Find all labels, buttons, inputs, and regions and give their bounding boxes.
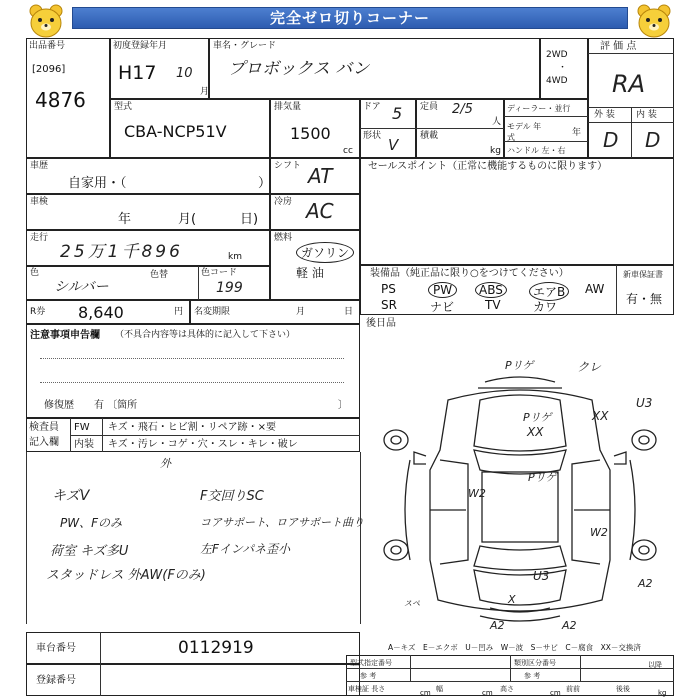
doors-label: ドア — [363, 102, 381, 112]
page-title: 完全ゼロ切りコーナー — [72, 7, 628, 29]
mark-top-2: クレ — [577, 360, 602, 374]
spec-width: 幅 — [436, 685, 443, 693]
mark-hood-2: XX — [527, 425, 544, 439]
notes-label: 注意事項申告欄 — [30, 330, 100, 341]
inspector-fw-items: キズ・飛石・ヒビ割・リペア跡・×要 — [108, 422, 276, 433]
spec-mae: 前前 — [566, 685, 580, 693]
model-label: 型式 — [114, 102, 133, 112]
equip-airbag: エアB — [529, 282, 569, 301]
capacity-value: 2/5 — [452, 102, 473, 117]
inspector-label-1: 検査員 — [29, 422, 59, 433]
inspector-int-items: キズ・汚レ・コゲ・穴・スレ・キレ・破レ — [108, 439, 298, 450]
fuel-label: 燃料 — [274, 233, 293, 243]
mascot-bear-icon-right — [634, 3, 674, 39]
rear-seat-label: 後日品 — [366, 318, 396, 329]
name-change-month: 月 — [296, 307, 306, 317]
mileage-unit: km — [228, 252, 242, 262]
first-reg-year: H17 — [118, 62, 157, 84]
ac-value: AC — [306, 199, 334, 223]
grade-value: RA — [612, 70, 646, 98]
mark-w2-left: W2 — [468, 487, 486, 500]
dealer-model-year: モデル 年式 — [507, 122, 542, 142]
history-value: 自家用・（ — [68, 176, 127, 191]
car-name-value: プロボックス バン — [228, 59, 370, 79]
ac-label: 冷房 — [274, 197, 293, 207]
equip-aw: AW — [585, 282, 605, 296]
spec-r3: 車検証 長さ — [348, 685, 386, 693]
dealer-label: ディーラー・並行 — [507, 104, 571, 113]
mark-xx-right: XX — [592, 409, 609, 423]
spec-height: 高さ — [500, 685, 514, 693]
price-unit: 円 — [174, 307, 184, 317]
hand-line-3b: 左Fインパネ歪小 — [200, 542, 291, 556]
first-reg-label: 初度登録年月 — [113, 41, 168, 51]
dealer-year-unit: 年 — [572, 128, 582, 138]
load-unit: kg — [490, 146, 501, 156]
grade-label: 評 価 点 — [600, 41, 637, 52]
shift-label: シフト — [274, 161, 302, 171]
hand-line-1b: F交回りSC — [200, 489, 264, 504]
color-change-label: 色替 — [150, 270, 169, 280]
name-change-label: 名変期限 — [194, 307, 231, 317]
mark-x: X — [508, 593, 516, 606]
hand-line-2: PW、Fのみ — [60, 516, 123, 530]
drive-4wd: 4WD — [546, 76, 568, 86]
inspector-int: 内装 — [74, 439, 94, 450]
name-change-day: 日 — [344, 307, 354, 317]
mark-a2-rear-left: A2 — [490, 619, 505, 632]
sales-point-label: セールスポイント（正常に機能するものに限ります） — [368, 161, 608, 172]
spec-r2b: 参 考 — [524, 672, 541, 680]
inspection-day: 日) — [240, 212, 259, 227]
mark-u3-rear: U3 — [533, 569, 550, 583]
first-reg-month-unit: 月 — [200, 87, 210, 97]
spec-cm-3: cm — [550, 689, 561, 697]
mark-hood-1: Pリゲ — [523, 411, 552, 424]
notes-repair-close: 〕 — [338, 400, 348, 411]
price-value: 8,640 — [78, 303, 124, 322]
inspection-label: 車検 — [30, 197, 49, 207]
grade-ext-label: 外 装 — [594, 110, 615, 120]
drive-2wd: 2WD — [546, 50, 568, 60]
registration-label: 登録番号 — [36, 675, 76, 686]
inspector-fw: FW — [74, 422, 90, 433]
capacity-label: 定員 — [420, 102, 439, 112]
hand-line-2b: コアサポート、ロアサポート曲り — [200, 516, 365, 529]
model-value: CBA-NCP51V — [124, 122, 227, 141]
spec-r1a: 型式指定番号 — [350, 659, 392, 667]
grade-int-label: 内 装 — [636, 110, 657, 120]
first-reg-month: 10 — [176, 66, 193, 81]
notes-repair: 修復歴 有 〔箇所 — [44, 400, 138, 411]
equip-tv: TV — [485, 298, 501, 312]
warranty-label: 新車保証書 — [623, 270, 663, 279]
grade-ext: D — [603, 128, 619, 152]
displacement-label: 排気量 — [274, 102, 302, 112]
equip-ps: PS — [381, 282, 396, 296]
damage-legend: A－キズ E－エクボ U－凹み W－波 S－サビ C－腐食 XX－交換済 — [388, 643, 641, 652]
registration-box — [26, 664, 360, 696]
equip-pw: PW — [428, 282, 457, 298]
lot-sub: [2096] — [32, 64, 66, 75]
color-value: シルバー — [54, 279, 109, 295]
history-close: ） — [258, 176, 272, 191]
mark-w2-right: W2 — [590, 526, 608, 539]
inspection-month: 月( — [178, 212, 197, 227]
mark-a2-right: A2 — [638, 577, 653, 590]
grade-int: D — [645, 128, 661, 152]
shape-value: V — [388, 136, 399, 154]
inspection-box — [26, 194, 270, 230]
hand-line-0: 外 — [160, 457, 171, 470]
spec-cm-1: cm — [420, 689, 431, 697]
lot-label: 出品番号 — [29, 41, 66, 51]
car-name-label: 車名・グレード — [213, 41, 277, 51]
drive-dot: ・ — [558, 63, 568, 73]
sales-point-box — [360, 158, 674, 265]
fuel-diesel: 軽 油 — [296, 266, 324, 280]
mark-roof: Pリゲ — [528, 471, 557, 484]
mark-bumper: スペ — [404, 599, 420, 608]
hand-line-3: 荷室 キズ多U — [50, 544, 129, 559]
displacement-unit: cc — [343, 146, 353, 156]
spec-cm-2: cm — [482, 689, 493, 697]
color-label: 色 — [30, 268, 40, 278]
equip-navi: ナビ — [430, 300, 455, 314]
inspection-year: 年 — [118, 212, 132, 227]
mark-a2-rear-right: A2 — [562, 619, 577, 632]
spec-r1b: 類別区分番号 — [514, 659, 556, 667]
notes-sub: （不具合内容等は具体的に記入して下さい） — [115, 330, 296, 340]
equip-sr: SR — [381, 298, 397, 312]
shift-value: AT — [308, 164, 333, 188]
spec-nijiku: 後後 — [616, 685, 630, 693]
inspector-label-2: 記入欄 — [29, 437, 59, 448]
mileage-value: 25万1千896 — [60, 242, 183, 262]
spec-r2a: 参 考 — [360, 672, 377, 680]
price-label: R券 — [30, 307, 46, 317]
history-label: 車歴 — [30, 161, 49, 171]
spec-kg: kg — [658, 689, 667, 697]
spec-ikou: 以降 — [648, 661, 662, 669]
mascot-bear-icon-left — [26, 3, 66, 39]
lot-number: 4876 — [35, 88, 86, 112]
mark-top-1: Pリゲ — [505, 359, 534, 372]
mark-u3-top: U3 — [636, 396, 653, 410]
chassis-value: 0112919 — [178, 638, 254, 658]
doors-value: 5 — [392, 104, 403, 123]
history-box — [26, 158, 270, 194]
shape-label: 形状 — [363, 131, 382, 141]
mileage-label: 走行 — [30, 233, 49, 243]
displacement-value: 1500 — [290, 124, 331, 143]
equip-leather: カワ — [533, 300, 558, 314]
hand-line-1: キズV — [52, 488, 90, 504]
fuel-gas: ガソリン — [296, 242, 354, 263]
dealer-handle: ハンドル 左・右 — [507, 146, 566, 155]
hand-line-4: スタッドレス 外AW(Fのみ) — [46, 568, 206, 583]
color-code-label: 色コード — [201, 268, 238, 278]
load-label: 積載 — [420, 131, 439, 141]
equipment-label: 装備品（純正品に限り○をつけてください） — [370, 268, 569, 279]
chassis-label: 車台番号 — [36, 643, 76, 654]
color-code: 199 — [216, 280, 243, 296]
equip-abs: ABS — [475, 282, 507, 298]
warranty-value: 有・無 — [626, 292, 663, 306]
capacity-unit: 人 — [492, 117, 502, 127]
